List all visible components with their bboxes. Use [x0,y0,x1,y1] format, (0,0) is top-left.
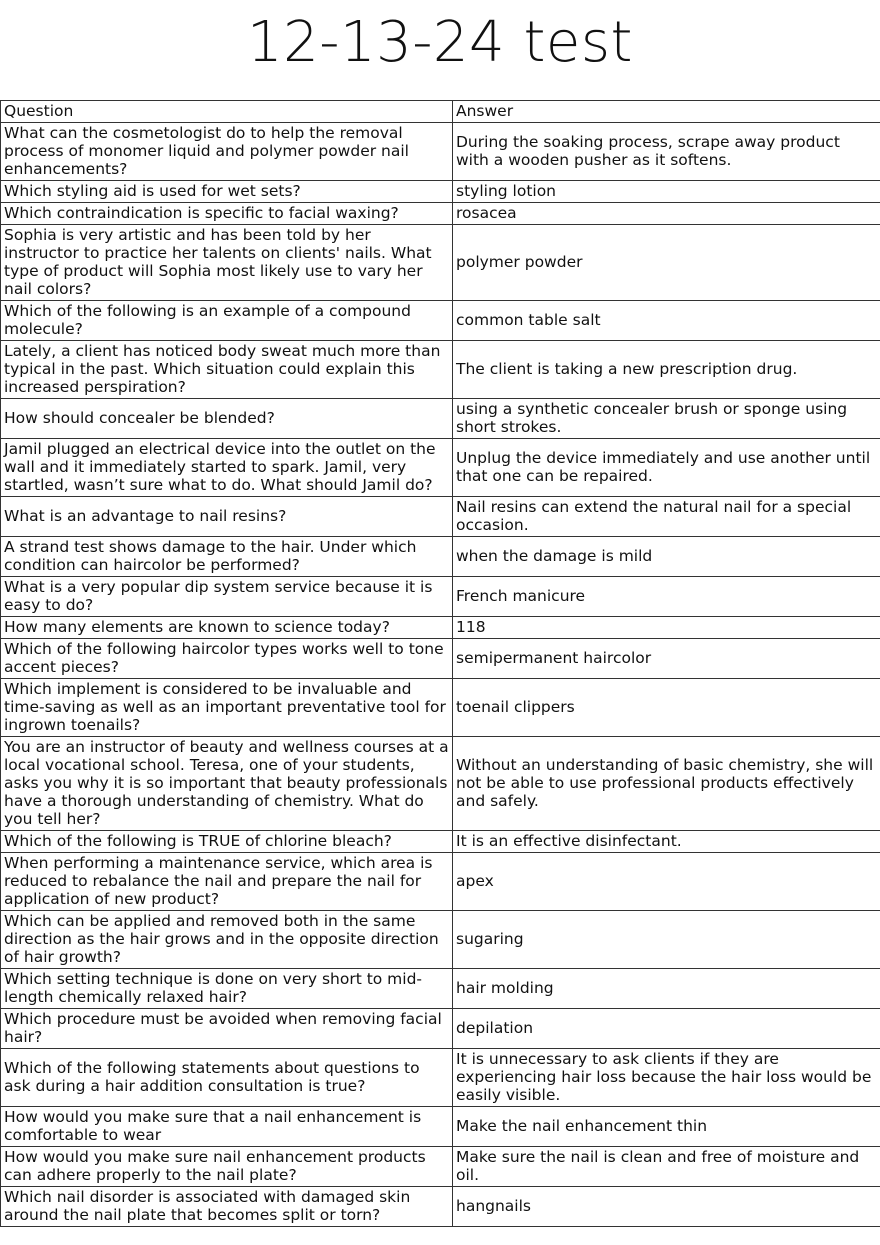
answer-cell: The client is taking a new prescription drug. [453,341,880,399]
answer-cell: Nail resins can extend the natural nail for a special occasion. [453,497,880,537]
table-row [1,969,880,1009]
answer-cell: hangnails [453,1187,880,1227]
table-row [1,577,880,617]
answer-cell: sugaring [453,911,880,969]
question-cell: What is a very popular dip system service because it is easy to do? [1,577,453,617]
answer-cell: apex [453,853,880,911]
question-cell: Which of the following is TRUE of chlorine bleach? [1,831,453,853]
table-row [1,1049,880,1107]
question-cell: Which nail disorder is associated with damaged skin around the nail plate that becomes split or torn? [1,1187,453,1227]
table-header-row [1,101,880,123]
question-cell: Which of the following statements about questions to ask during a hair addition consultation is true? [1,1049,453,1107]
table-row [1,1009,880,1049]
question-cell: Which of the following is an example of a compound molecule? [1,301,453,341]
table-row [1,399,880,439]
question-cell: Which setting technique is done on very short to mid-length chemically relaxed hair? [1,969,453,1009]
answer-column-header: Answer [453,101,880,123]
answer-cell: Without an understanding of basic chemistry, she will not be able to use professional products effectively and safely. [453,737,880,831]
question-cell: How would you make sure nail enhancement products can adhere properly to the nail plate? [1,1147,453,1187]
table-row [1,737,880,831]
question-cell: How should concealer be blended? [1,399,453,439]
question-cell: Which implement is considered to be invaluable and time-saving as well as an important preventative tool for ingrown toenails? [1,679,453,737]
table-row [1,617,880,639]
question-cell: How many elements are known to science today? [1,617,453,639]
table-row [1,497,880,537]
question-cell: Which can be applied and removed both in the same direction as the hair grows and in the opposite direction of hair growth? [1,911,453,969]
table-row [1,439,880,497]
table-row [1,1107,880,1147]
question-column-header: Question [1,101,453,123]
table-row [1,181,880,203]
qa-table [0,100,880,1227]
question-cell: Sophia is very artistic and has been told by her instructor to practice her talents on clients' nails. What type of product will Sophia most likely use to vary her nail colors? [1,225,453,301]
table-row [1,853,880,911]
question-cell: How would you make sure that a nail enhancement is comfortable to wear [1,1107,453,1147]
answer-cell: French manicure [453,577,880,617]
answer-cell: 118 [453,617,880,639]
table-row [1,537,880,577]
question-cell: When performing a maintenance service, which area is reduced to rebalance the nail and prepare the nail for application of new product? [1,853,453,911]
answer-cell: Make sure the nail is clean and free of moisture and oil. [453,1147,880,1187]
question-cell: Jamil plugged an electrical device into the outlet on the wall and it immediately started to spark. Jamil, very startled, wasn’t sure what to do. What should Jamil do? [1,439,453,497]
answer-cell: Make the nail enhancement thin [453,1107,880,1147]
answer-cell: rosacea [453,203,880,225]
page-title: 12-13-24 test [246,10,634,75]
table-row [1,639,880,679]
answer-cell: It is unnecessary to ask clients if they are experiencing hair loss because the hair loss would be easily visible. [453,1049,880,1107]
answer-cell: During the soaking process, scrape away product with a wooden pusher as it softens. [453,123,880,181]
table-row [1,225,880,301]
qa-table-body [1,101,880,1227]
answer-cell: styling lotion [453,181,880,203]
question-cell: Which of the following haircolor types works well to tone accent pieces? [1,639,453,679]
question-cell: You are an instructor of beauty and wellness courses at a local vocational school. Teresa, one of your students, asks you why it is so important that beauty professionals have a thorough understanding of chemistry. What do you tell her? [1,737,453,831]
answer-cell: semipermanent haircolor [453,639,880,679]
table-row [1,123,880,181]
question-cell: Lately, a client has noticed body sweat much more than typical in the past. Which situation could explain this increased perspiration? [1,341,453,399]
table-row [1,831,880,853]
table-row [1,1187,880,1227]
question-cell: What can the cosmetologist do to help the removal process of monomer liquid and polymer powder nail enhancements? [1,123,453,181]
answer-cell: hair molding [453,969,880,1009]
question-cell: Which styling aid is used for wet sets? [1,181,453,203]
question-cell: What is an advantage to nail resins? [1,497,453,537]
table-row [1,301,880,341]
answer-cell: common table salt [453,301,880,341]
answer-cell: depilation [453,1009,880,1049]
answer-cell: using a synthetic concealer brush or sponge using short strokes. [453,399,880,439]
question-cell: Which procedure must be avoided when removing facial hair? [1,1009,453,1049]
table-row [1,679,880,737]
answer-cell: It is an effective disinfectant. [453,831,880,853]
table-row [1,911,880,969]
answer-cell: toenail clippers [453,679,880,737]
table-row [1,341,880,399]
answer-cell: polymer powder [453,225,880,301]
question-cell: A strand test shows damage to the hair. Under which condition can haircolor be performed? [1,537,453,577]
answer-cell: Unplug the device immediately and use another until that one can be repaired. [453,439,880,497]
answer-cell: when the damage is mild [453,537,880,577]
table-row [1,203,880,225]
table-row [1,1147,880,1187]
question-cell: Which contraindication is specific to facial waxing? [1,203,453,225]
